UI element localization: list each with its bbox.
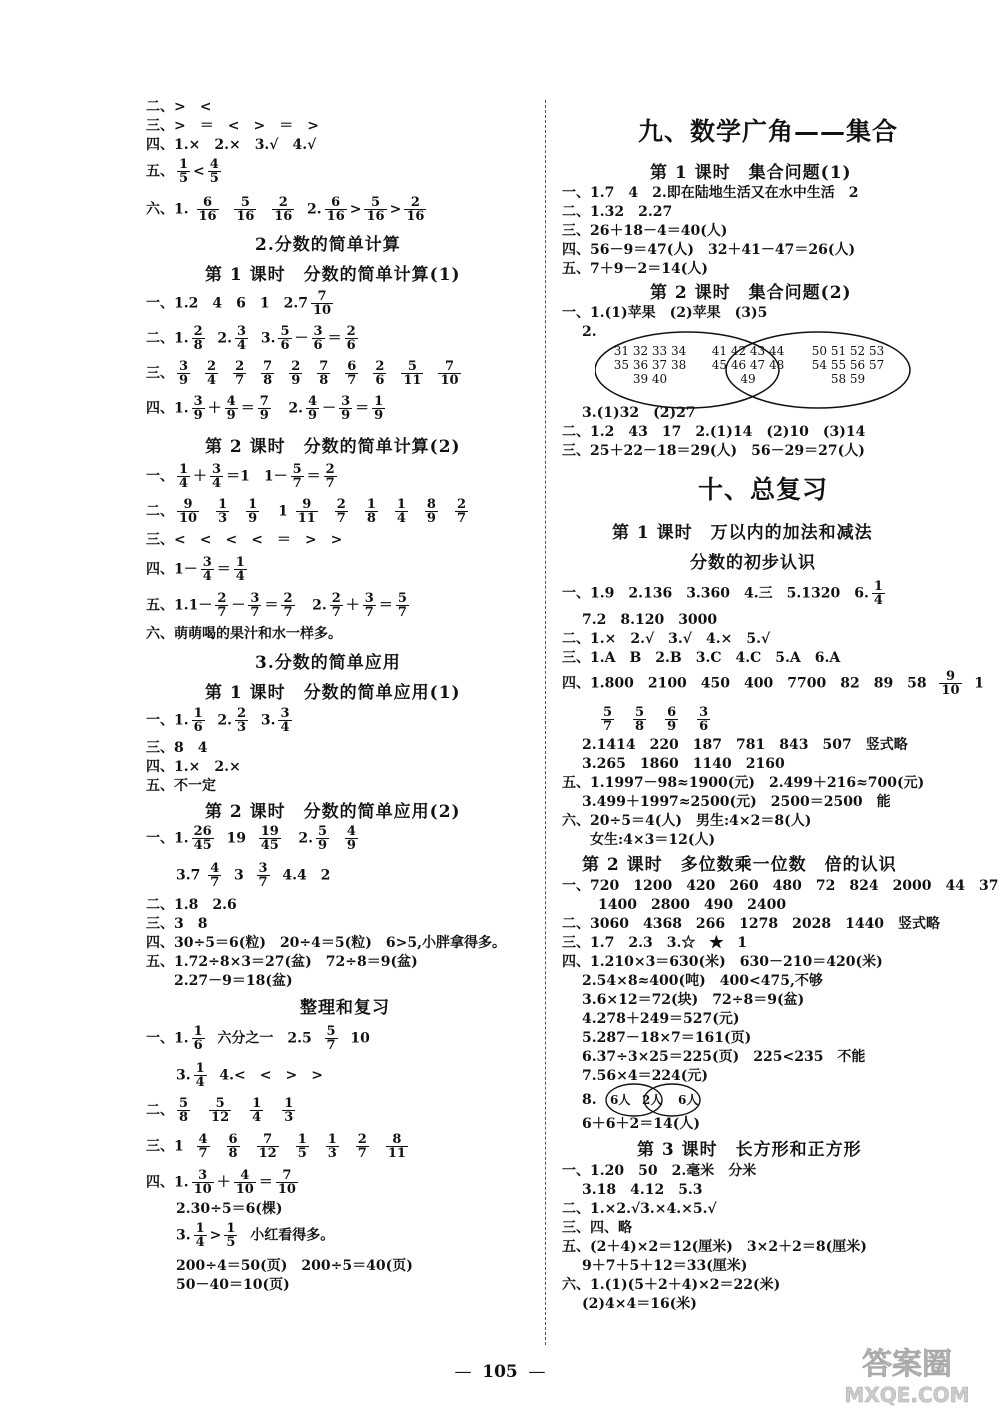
answer-line: 5.287－18×7＝161(页) [582, 1030, 752, 1046]
fraction: $\frac{7}{10}$ [440, 359, 459, 388]
fraction: $\frac{1}{3}$ [284, 1096, 294, 1125]
answer-line: 一、1. $\frac{1}{6}$ 六分之一 2.5 $\frac{5}{7}$ 10 [146, 1024, 370, 1053]
answer-line: 7.2 8.120 3000 [582, 612, 718, 628]
lesson-title: 第 2 课时 集合问题(2) [650, 283, 852, 303]
answer-line: 3.(1)32 (2)27 [582, 405, 696, 421]
fraction: $\frac{2}{6}$ [375, 359, 385, 388]
answer-line: 一、1.20 50 2.毫米 分米 [562, 1163, 757, 1179]
answer-line: 二、1.8 2.6 [146, 897, 237, 913]
answer-line: 一、1. $\frac{26}{45}$ 19 $\frac{19}{45}$ 2. $\frac{5}{9}$ $\frac{4}{9}$ [146, 824, 356, 853]
venn-intersection: 41 42 43 44 45 46 47 48 49 [711, 344, 785, 386]
answer-line: 3.499＋1997≈2500(元) 2500＝2500 能 [582, 794, 891, 810]
fraction: $\frac{2}{7}$ [235, 359, 245, 388]
answer-line: 一、1. $\frac{1}{6}$ 2. $\frac{2}{3}$ 3. $\frac{3}{4}$ [146, 706, 290, 735]
answer-line: 一、 $\frac{1}{4}$ ＋ $\frac{3}{4}$ ＝1 1－ $\frac{5}{7}$ ＝ $\frac{2}{7}$ [146, 462, 335, 491]
answer-line: 三、1.A B 2.B 3.C 4.C 5.A 6.A [562, 650, 841, 666]
answer-line: 二、1.× 2.√ 3.√ 4.× 5.√ [562, 631, 771, 647]
fraction: $\frac{5}{8}$ [179, 1096, 189, 1125]
answer-line: 三、1.7 2.3 3.☆ ★ 1 [562, 935, 748, 951]
fraction: $\frac{5}{11}$ [403, 359, 422, 388]
mini-venn-mid-label: 2人 [642, 1093, 663, 1107]
answer-line: 7.56×4＝224(元) [582, 1068, 709, 1084]
watermark-logo [832, 1336, 982, 1411]
answer-line: 50－40＝10(页) [176, 1277, 290, 1293]
lesson-title: 第 2 课时 分数的简单计算(2) [205, 437, 461, 457]
answer-line: 二、 $\frac{5}{8}$ $\frac{5}{12}$ $\frac{1}{4}$ $\frac{1}{3}$ [146, 1096, 294, 1125]
answer-line: 四、1－ $\frac{3}{4}$ ＝ $\frac{1}{4}$ [146, 555, 245, 584]
answer-line-6: 六、1. $\frac{6}{16}$ $\frac{5}{16}$ $\frac{2}{16}$ 2. $\frac{6}{16}$ > $\frac{5}{16}$ > $\frac{2}{16}$ [146, 195, 425, 224]
answer-line: 三、8 4 [146, 740, 208, 756]
answer-line: 四、1. $\frac{3}{10}$ ＋ $\frac{4}{10}$ ＝ $\frac{7}{10}$ [146, 1168, 296, 1197]
answer-line: 6＋6＋2＝14(人) [582, 1116, 700, 1132]
lesson-title: 第 1 课时 万以内的加法和减法 [612, 523, 873, 543]
answer-line: 三、< < < < ＝ > > [146, 532, 343, 548]
fraction: $\frac{1}{4}$ [396, 497, 406, 526]
answer-line: 一、1.7 4 2.即在陆地生活又在水中生活 2 [562, 185, 859, 201]
fraction: $\frac{1}{4}$ [252, 1096, 262, 1125]
answer-line: 一、720 1200 420 260 480 72 824 2000 44 37 [562, 878, 999, 894]
fraction: $\frac{5}{7}$ [603, 705, 613, 734]
venn-right-set: 50 51 52 53 54 55 56 57 58 59 [811, 344, 885, 386]
answer-line: 三、> ＝ < > ＝ > [146, 118, 319, 134]
answer-line: 六、20÷5＝4(人) 男生:4×2＝8(人) [562, 813, 812, 829]
fraction: $\frac{9}{10}$ [179, 497, 198, 526]
answer-line-8: 8. [582, 1092, 597, 1108]
fraction: $\frac{9}{11}$ [297, 497, 316, 526]
answer-line: 四、1.210×3＝630(米) 630－210＝420(米) [562, 954, 883, 970]
fraction: $\frac{8}{11}$ [387, 1132, 406, 1161]
answer-line: 六、1.(1)(5＋2＋4)×2＝22(米) [562, 1277, 781, 1293]
section-title: 整理和复习 [300, 998, 390, 1018]
answer-line: 四、1. $\frac{3}{9}$ ＋ $\frac{4}{9}$ ＝ $\frac{7}{9}$ 2. $\frac{4}{9}$ － $\frac{3}{9}$ ＝ $\frac{1}{9}$ [146, 394, 384, 423]
answer-line: 三、1 $\frac{4}{7}$ $\frac{6}{8}$ $\frac{7}{12}$ $\frac{1}{5}$ $\frac{1}{3}$ $\frac{2}{7}$ $\frac{8}{11}$ [146, 1132, 406, 1161]
lesson-title: 第 1 课时 分数的简单应用(1) [205, 683, 461, 703]
answer-line: 五、7＋9－2＝14(人) [562, 261, 708, 277]
answer-line: 四、1.× 2.× [146, 759, 241, 775]
chapter-title: 十、总复习 [698, 475, 829, 504]
answer-line [598, 706, 726, 733]
answer-line: 五、1.72÷8×3＝27(盆) 72÷8＝9(盆) [146, 954, 418, 970]
lesson-subtitle: 分数的初步认识 [690, 553, 816, 573]
answer-line: 二、1. $\frac{2}{8}$ 2. $\frac{3}{4}$ 3. $\frac{5}{6}$ － $\frac{3}{6}$ ＝ $\frac{2}{6}$ [146, 324, 356, 353]
section-title: 3.分数的简单应用 [255, 653, 401, 673]
mini-venn-left-label: 6人 [610, 1093, 631, 1107]
answer-line: 二、> < [146, 99, 212, 115]
answer-line: 4.278＋249＝527(元) [582, 1011, 740, 1027]
fraction: $\frac{7}{12}$ [258, 1132, 277, 1161]
fraction: $\frac{1}{9}$ [248, 497, 258, 526]
answer-line: 二、3060 4368 266 1278 2028 1440 竖式略 [562, 916, 941, 932]
answer-line: 2.27－9＝18(盆) [146, 973, 293, 989]
svg-text:MXQE.COM: MXQE.COM [844, 1383, 970, 1407]
fraction: $\frac{6}{7}$ [347, 359, 357, 388]
fraction: $\frac{1}{3}$ [327, 1132, 337, 1161]
fraction: $\frac{2}{7}$ [456, 497, 467, 526]
answer-line: 五、不一定 [146, 778, 216, 794]
page-number: — 105 — [454, 1362, 546, 1382]
lesson-title: 第 3 课时 长方形和正方形 [637, 1140, 862, 1160]
lesson-title: 第 2 课时 多位数乘一位数 倍的认识 [582, 855, 897, 875]
column-divider [545, 100, 546, 1345]
answer-line: 3.18 4.12 5.3 [582, 1182, 703, 1198]
svg-text:答案圈: 答案圈 [862, 1347, 952, 1382]
answer-line: 三、四、略 [562, 1220, 632, 1236]
fraction: $\frac{5}{12}$ [211, 1096, 230, 1125]
fraction: $\frac{4}{7}$ [198, 1132, 208, 1161]
answer-line: 3.6×12＝72(块) 72÷8＝9(盆) [582, 992, 805, 1008]
fraction: $\frac{8}{9}$ [426, 497, 436, 526]
answer-line: 2.30÷5＝6(棵) [176, 1201, 283, 1217]
answer-line: (2)4×4＝16(米) [582, 1296, 697, 1312]
answer-line: 3.265 1860 1140 2160 [582, 756, 785, 772]
lesson-title: 第 1 课时 集合问题(1) [650, 163, 852, 183]
answer-line: 四、1.800 2100 450 400 7700 82 89 58 $\frac{9}{10}$ 1 [562, 669, 985, 698]
answer-line: 二、1.×2.√3.×4.×5.√ [562, 1201, 717, 1217]
fraction: $\frac{2}{9}$ [291, 359, 301, 388]
answer-line: 一、1.2 4 6 1 2.7 $\frac{7}{10}$ [146, 289, 332, 318]
answer-line: 2. [582, 324, 597, 340]
fraction: $\frac{2}{4}$ [207, 359, 217, 388]
answer-line: 六、萌萌喝的果汁和水一样多。 [146, 626, 342, 642]
answer-line: 五、1.1－ $\frac{2}{7}$ － $\frac{3}{7}$ ＝ $\frac{2}{7}$ 2. $\frac{2}{7}$ ＋ $\frac{3}{7}$ ＝ $\frac{5}{7}$ [146, 591, 407, 620]
answer-line: 五、(2＋4)×2＝12(厘米) 3×2＋2＝8(厘米) [562, 1239, 867, 1255]
answer-line: 三、3 8 [146, 916, 208, 932]
answer-line: 女生:4×3＝12(人) [562, 832, 716, 848]
answer-line: 一、1.(1)苹果 (2)苹果 (3)5 [562, 305, 768, 321]
answer-line: 9＋7＋5＋12＝33(厘米) [582, 1258, 748, 1274]
answer-line: 二、1.32 2.27 [562, 204, 673, 220]
answer-line: 1400 2800 490 2400 [598, 897, 787, 913]
answer-line: 二、 $\frac{9}{10}$ $\frac{1}{3}$ $\frac{1}{9}$ 1 $\frac{9}{11}$ $\frac{2}{7}$ $\frac{1}{8}$ $\frac{1}{4}$ $\frac{8}{9}$ $\frac{2}{7}$ [146, 497, 467, 526]
venn-left-set: 31 32 33 34 35 36 37 38 39 40 [613, 344, 687, 386]
answer-line: 三、25＋22－18＝29(人) 56－29＝27(人) [562, 443, 865, 459]
fraction: $\frac{2}{7}$ [336, 497, 346, 526]
fraction: $\frac{1}{3}$ [218, 497, 228, 526]
mini-venn-right-label: 6人 [678, 1093, 699, 1107]
answer-line: 三、26＋18－4＝40(人) [562, 223, 728, 239]
fraction: $\frac{2}{7}$ [357, 1132, 367, 1161]
answer-line: 三、 $\frac{3}{9}$ $\frac{2}{4}$ $\frac{2}{7}$ $\frac{7}{8}$ $\frac{2}{9}$ $\frac{7}{8}$ $\frac{6}{7}$ $\frac{2}{6}$ $\frac{5}{11}$ $\frac{7}{10}$ [146, 359, 459, 388]
answer-line: 6.37÷3×25＝225(页) 225<235 不能 [582, 1049, 866, 1065]
fraction: $\frac{1}{8}$ [366, 497, 376, 526]
fraction: $\frac{7}{8}$ [263, 359, 273, 388]
answer-line: 四、56－9＝47(人) 32＋41－47＝26(人) [562, 242, 856, 258]
fraction: $\frac{1}{5}$ [297, 1132, 307, 1161]
fraction: $\frac{3}{6}$ [699, 705, 709, 734]
answer-line: 四、30÷5＝6(粒) 20÷4＝5(粒) 6>5,小胖拿得多。 [146, 935, 506, 951]
answer-line: 3.7 $\frac{4}{7}$ 3 $\frac{3}{7}$ 4.4 2 [176, 861, 331, 890]
answer-line: 2.54×8≈400(吨) 400<475,不够 [582, 973, 823, 989]
lesson-title: 第 2 课时 分数的简单应用(2) [205, 802, 461, 822]
fraction: $\frac{3}{9}$ [179, 359, 189, 388]
answer-line: 2.1414 220 187 781 843 507 竖式略 [582, 737, 908, 753]
answer-line: 二、1.2 43 17 2.(1)14 (2)10 (3)14 [562, 424, 866, 440]
answer-line: 四、1.× 2.× 3.√ 4.√ [146, 137, 317, 153]
answer-line: 3. $\frac{1}{4}$ 4.< < > > [176, 1061, 323, 1090]
fraction: $\frac{6}{8}$ [228, 1132, 238, 1161]
fraction: $\frac{7}{8}$ [319, 359, 329, 388]
section-title: 2.分数的简单计算 [255, 235, 401, 255]
answer-line: 200÷4＝50(页) 200÷5＝40(页) [176, 1258, 413, 1274]
fraction: $\frac{6}{9}$ [667, 705, 677, 734]
fraction: $\frac{5}{8}$ [635, 705, 645, 734]
answer-line: 3. $\frac{1}{4}$ > $\frac{1}{5}$ 小红看得多。 [176, 1221, 335, 1250]
chapter-title: 九、数学广角——集合 [638, 117, 899, 146]
answer-line: 五、1.1997－98≈1900(元) 2.499＋216≈700(元) [562, 775, 925, 791]
answer-line: 一、1.9 2.136 3.360 4.三 5.1320 6. $\frac{1}{4}$ [562, 579, 883, 608]
answer-line-5: 五、 $\frac{1}{5}$ < $\frac{4}{5}$ [146, 157, 219, 186]
lesson-title: 第 1 课时 分数的简单计算(1) [205, 265, 461, 285]
